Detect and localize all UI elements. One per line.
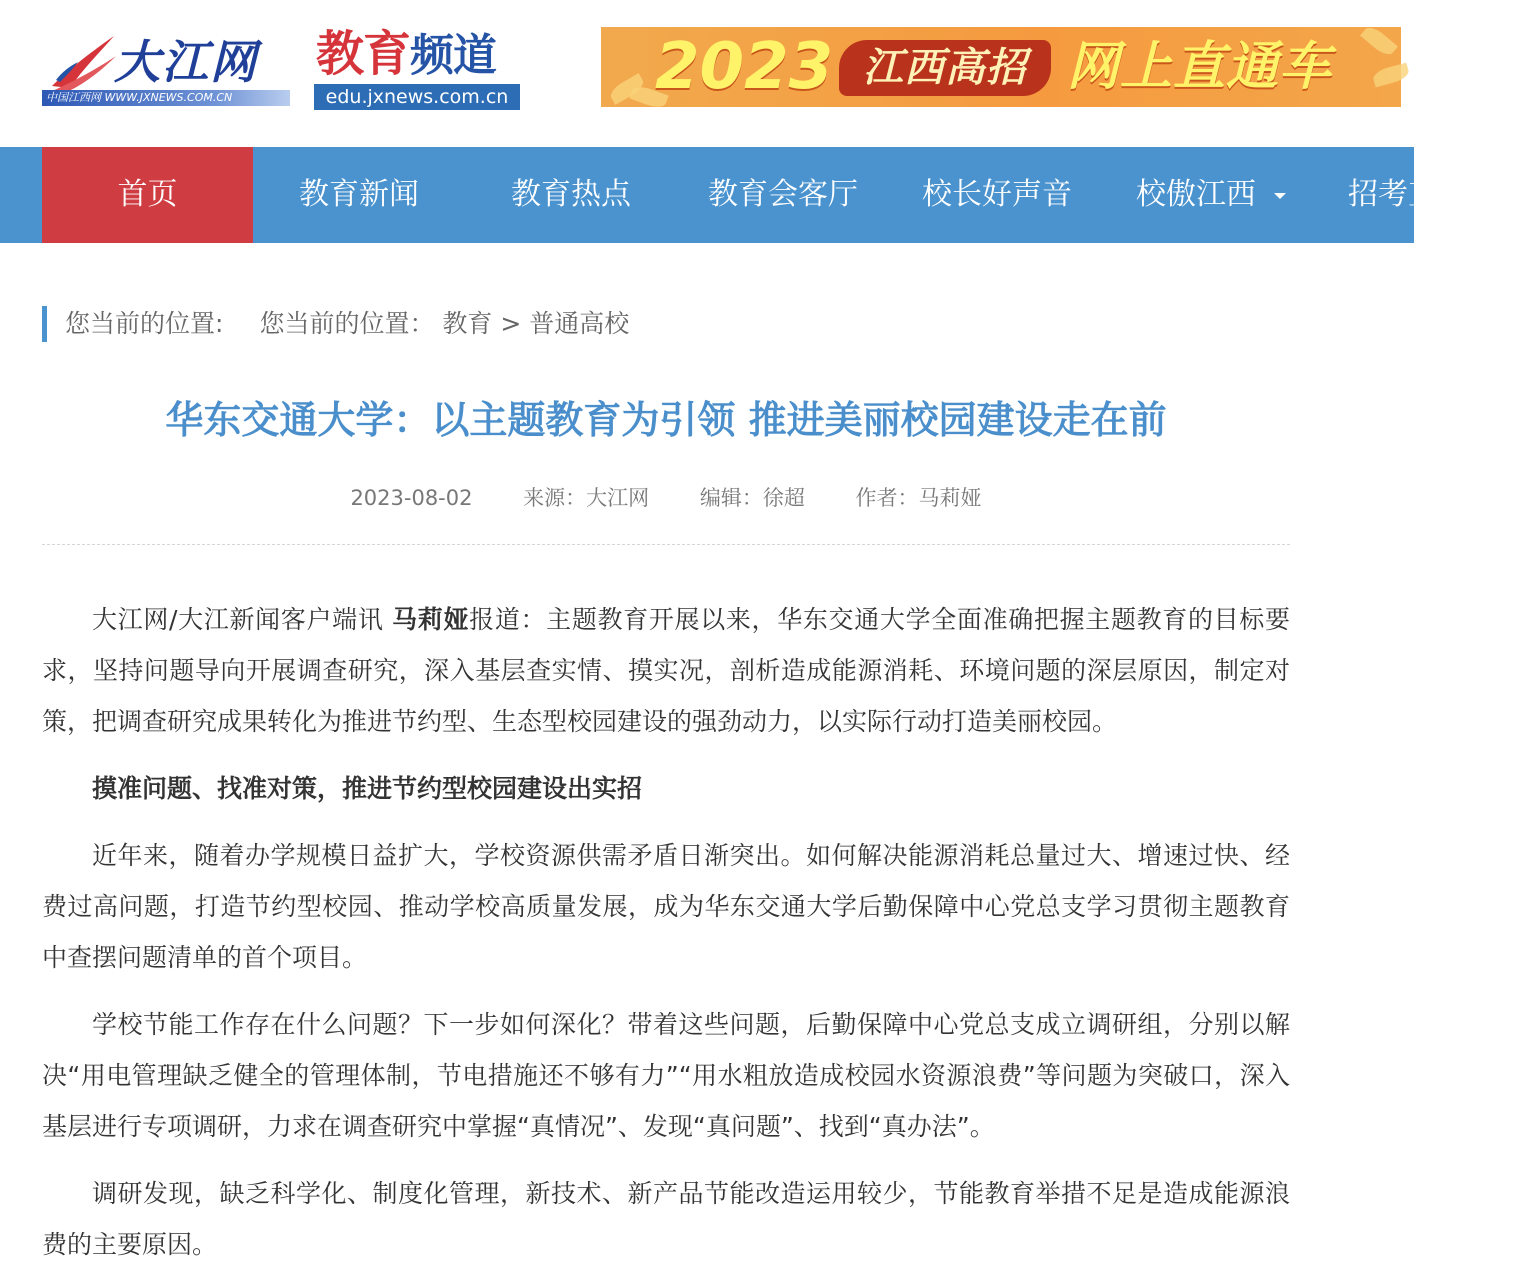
article-author: 作者：马莉娅 (855, 486, 982, 510)
banner-year: 2023 (655, 30, 834, 104)
nav-item-label: 教育热点 (511, 177, 631, 212)
leaf-decoration-icon (1360, 23, 1398, 58)
nav-item-label: 校傲江西 (1136, 177, 1256, 212)
nav-item-edu-lounge[interactable] (677, 147, 889, 243)
banner-slogan: 网上直通车 (1067, 37, 1333, 97)
article-subheading: 摸准问题、找准对策，推进节约型校园建设出实招 (92, 774, 643, 803)
breadcrumb-label: 您当前的位置： (259, 309, 435, 338)
breadcrumb-link-universities[interactable]: 普通高校 (529, 309, 630, 338)
edu-channel-logo[interactable] (314, 28, 522, 110)
edu-channel-url: edu.jxnews.com.cn (314, 84, 520, 110)
nav-item-label: 首页 (117, 177, 178, 212)
article-title: 华东交通大学：以主题教育为引领 推进美丽校园建设走在前 (165, 398, 1167, 442)
nav-item-edu-news[interactable] (253, 147, 465, 243)
nav-item-edu-hot[interactable] (465, 147, 677, 243)
article-meta (42, 480, 1290, 516)
edu-channel-title-b: 频道 (410, 30, 497, 81)
nav-item-principal-voice[interactable] (889, 147, 1105, 243)
site-header (0, 0, 1414, 147)
edu-channel-title-a: 教育 (316, 26, 411, 82)
chevron-down-icon[interactable] (1274, 193, 1286, 199)
banner-pill: 江西高招 (839, 40, 1051, 96)
article-date: 2023-08-02 (350, 486, 473, 510)
main-nav (0, 147, 1498, 243)
nav-item-label: 校长好声音 (922, 177, 1072, 212)
nav-item-label: 教育会客厅 (708, 177, 858, 212)
article-paragraph (42, 594, 1290, 747)
nav-item-xiaoao-jiangxi[interactable] (1105, 147, 1317, 243)
breadcrumb-separator: > (500, 309, 522, 338)
dajiang-url-strip: 中国江西网 WWW.JXNEWS.COM.CN (42, 90, 290, 106)
breadcrumb-link-education[interactable]: 教育 (442, 309, 493, 338)
article-source: 来源：大江网 (523, 486, 650, 510)
article-body (42, 594, 1290, 1286)
article-paragraph: 近年来，随着办学规模日益扩大，学校资源供需矛盾日渐突出。如何解决能源消耗总量过大、增速过快、经费过高问题，打造节约型校园、推动学校高质量发展，成为华东交通大学后勤保障中心党总支学习贯彻主题教育中查摆问题清单的首个项目。 (42, 841, 1290, 972)
reporter-name: 马莉娅 (392, 605, 470, 634)
nav-item-admissions[interactable] (1317, 147, 1529, 243)
dajiang-logo[interactable] (42, 28, 290, 108)
edu-channel-title (316, 28, 496, 80)
gaokao-banner[interactable] (601, 27, 1401, 107)
dajiang-logo-name: 大江网 (114, 35, 258, 89)
nav-item-label: 招考直通车 (1348, 177, 1498, 212)
paragraph-lead: 大江网/大江新闻客户端讯 (92, 605, 393, 634)
article-editor: 编辑：徐超 (699, 486, 805, 510)
breadcrumb-prefix: 您当前的位置: (65, 309, 224, 338)
swoosh-logo-icon (48, 32, 118, 96)
nav-item-label: 教育新闻 (299, 177, 419, 212)
breadcrumb (42, 306, 629, 342)
article-paragraph: 调研发现，缺乏科学化、制度化管理，新技术、新产品节能改造运用较少，节能教育举措不足是造成能源浪费的主要原因。 (42, 1179, 1290, 1259)
article-paragraph: 学校节能工作存在什么问题？下一步如何深化？带着这些问题，后勤保障中心党总支成立调研组，分别以解决“用电管理缺乏健全的管理体制，节电措施还不够有力”“用水粗放造成校园水资源浪费”等问题为突破口，深入基层进行专项调研，力求在调查研究中掌握“真情况”、发现“真问题”、找到“真办法”。 (42, 1010, 1290, 1141)
meta-divider (42, 544, 1290, 545)
nav-item-home[interactable] (42, 147, 253, 243)
paragraph-text: 报道：主题教育开展以来，华东交通大学全面准确把握主题教育的目标要求，坚持问题导向开展调查研究，深入基层查实情、摸实况，剖析造成能源消耗、环境问题的深层原因，制定对策，把调查研究成果转化为推进节约型、生态型校园建设的强劲动力，以实际行动打造美丽校园。 (42, 605, 1290, 736)
leaf-decoration-icon (1372, 63, 1411, 88)
